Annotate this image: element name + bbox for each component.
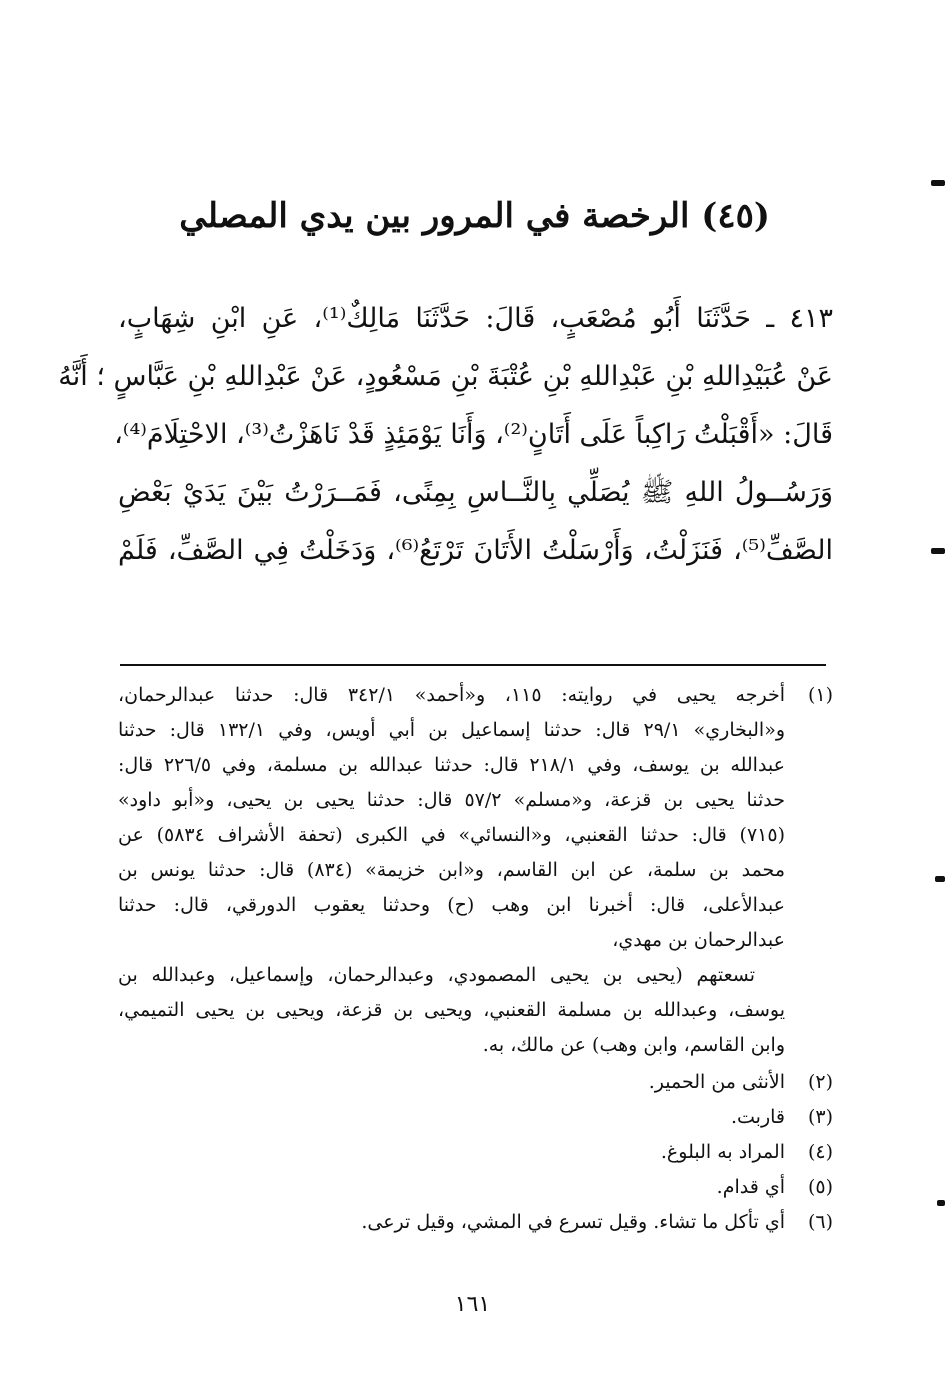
- scan-edge-mark: [937, 1200, 945, 1206]
- footnote-line: و«البخاري» ٢٩/١ قال: حدثنا إسماعيل بن أبي أويس، وفي ١٣٢/١ قال: حدثنا: [118, 719, 786, 741]
- footnote-line: أخرجه يحيى في روايته: ١١٥، و«أحمد» ٣٤٢/١ قال: حدثنا عبدالرحمان،: [118, 684, 785, 706]
- footnote-line: عبدالأعلى، قال: أخبرنا ابن وهب (ح) وحدثنا يعقوب الدورقي، قال: حدثنا: [118, 894, 785, 916]
- footnote-number: (١): [807, 684, 833, 706]
- scan-edge-mark: [931, 180, 945, 186]
- footnote-text: [118, 678, 785, 958]
- footnote-line: وابن القاسم، وابن وهب) عن مالك، به.: [482, 1034, 785, 1056]
- hadith-line: وَرَسُــولُ اللهِ ﷺ يُصَلِّي بِالنَّــاسِ بِمِنًى، فَمَــرَرْتُ بَيْنَ يَدَيْ بَعْضِ: [118, 477, 833, 508]
- hadith-line: ٤١٣ ـ حَدَّثَنَا أَبُو مُصْعَبٍ، قَالَ: حَدَّثَنَا مَالِكٌ⁽¹⁾، عَنِ ابْنِ شِهَابٍ،: [118, 303, 833, 334]
- footnote-text: المراد به البلوغ.: [660, 1141, 785, 1163]
- footnote-line: عبدالله بن يوسف، وفي ٢١٨/١ قال: حدثنا عبدالله بن مسلمة، وفي ٢٢٦/٥ قال:: [118, 754, 786, 776]
- footnote-1-paragraph-2: [118, 958, 785, 1063]
- footnote-5: [118, 1170, 833, 1205]
- footnote-divider: [120, 664, 826, 666]
- hadith-line: عَنْ عُبَيْدِاللهِ بْنِ عَبْدِاللهِ بْنِ عُتْبَةَ بْنِ مَسْعُودٍ، عَنْ عَبْدِاللهِ بْنِ عَبَّاسٍ ؛ أَنَّهُ: [58, 361, 833, 392]
- footnote-line: عبدالرحمان بن مهدي،: [612, 929, 785, 951]
- scan-edge-mark: [931, 548, 945, 554]
- footnote-line: يوسف، وعبدالله بن مسلمة القعنبي، ويحيى بن قزعة، ويحيى بن يحيى التميمي،: [118, 999, 785, 1021]
- footnote-2: [118, 1065, 833, 1100]
- footnote-line: (٧١٥) قال: حدثنا القعنبي، و«النسائي» في الكبرى (تحفة الأشراف ٥٨٣٤) عن: [118, 824, 785, 846]
- scan-edge-mark: [935, 876, 945, 882]
- hadith-line: قَالَ: «أَقْبَلْتُ رَاكِباً عَلَى أَتَانٍ⁽²⁾، وَأَنَا يَوْمَئِذٍ قَدْ نَاهَزْتُ⁽³⁾، الاحْتِلَامَ⁽⁴⁾،: [114, 419, 833, 450]
- footnote-text: أي تأكل ما تشاء. وقيل تسرع في المشي، وقيل ترعى.: [361, 1211, 785, 1233]
- footnote-text: أي قدام.: [716, 1176, 785, 1198]
- footnote-3: [118, 1100, 833, 1135]
- hadith-text: [58, 290, 833, 580]
- footnote-line: حدثنا يحيى بن قزعة، و«مسلم» ٥٧/٢ قال: حدثنا يحيى بن يحيى، و«أبو داود»: [118, 789, 785, 811]
- footnote-line: تسعتهم (يحيى بن يحيى المصمودي، وعبدالرحمان، وإسماعيل، وعبدالله بن: [118, 964, 755, 986]
- footnote-4: [118, 1135, 833, 1170]
- footnote-text: قاربت.: [730, 1106, 785, 1128]
- footnote-6: [118, 1205, 833, 1240]
- footnotes: [118, 678, 833, 1240]
- footnote-number: (٥): [807, 1176, 833, 1198]
- footnote-number: (٣): [807, 1106, 833, 1128]
- page-number: ١٦١: [454, 1292, 491, 1317]
- footnote-number: (٤): [807, 1141, 833, 1163]
- chapter-title: (٤٥) الرخصة في المرور بين يدي المصلي: [179, 196, 770, 236]
- footnote-text: الأنثى من الحمير.: [648, 1071, 785, 1093]
- footnote-line: محمد بن سلمة، عن ابن القاسم، و«ابن خزيمة» (٨٣٤) قال: حدثنا يونس بن: [118, 859, 785, 881]
- footnote-number: (٢): [807, 1071, 833, 1093]
- footnote-1: [118, 678, 833, 958]
- hadith-line: الصَّفِّ⁽⁵⁾، فَنَزَلْتُ، وَأَرْسَلْتُ الأَتَانَ تَرْتَعُ⁽⁶⁾، وَدَخَلْتُ فِي الصَّفِّ، فَلَمْ: [118, 535, 833, 566]
- footnote-number: (٦): [807, 1211, 833, 1233]
